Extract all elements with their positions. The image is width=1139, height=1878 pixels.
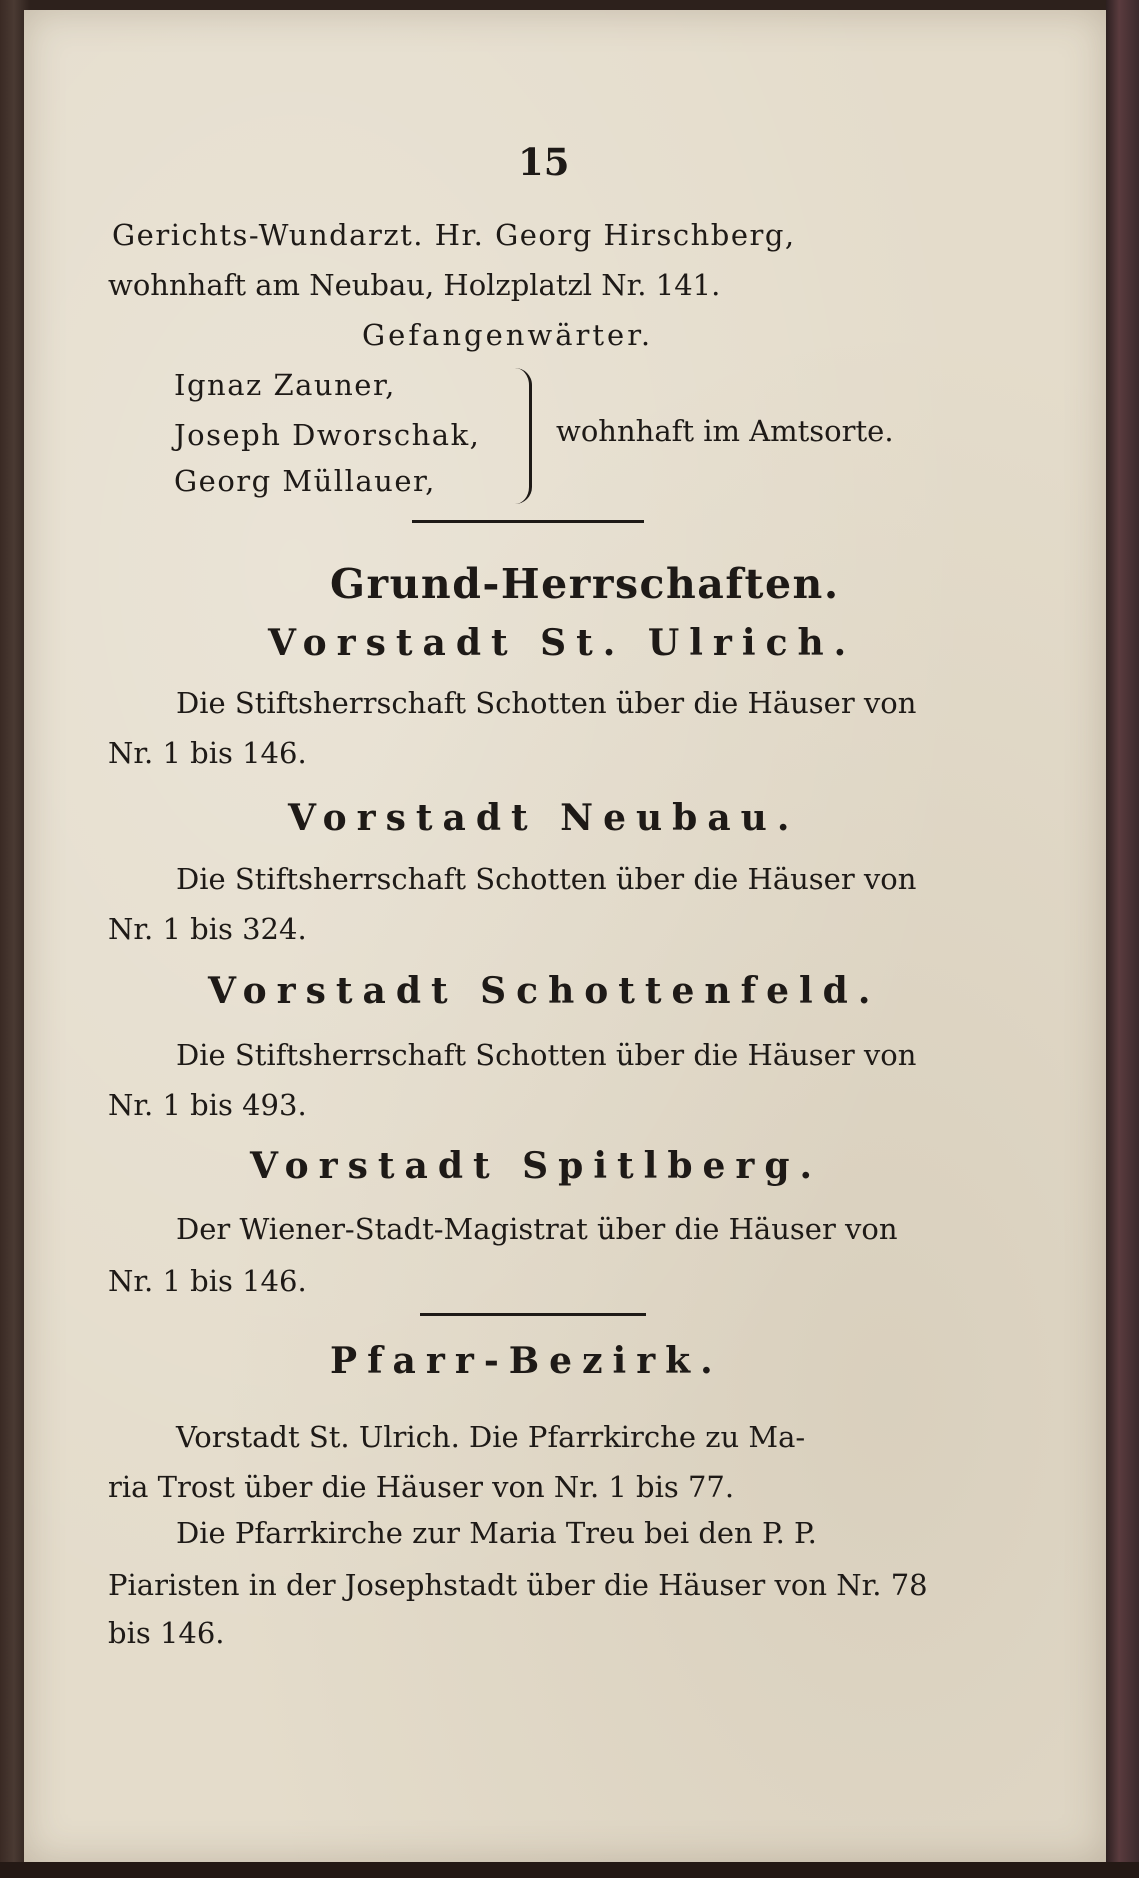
pfarr-bezirk-title: Pfarr-Bezirk. — [330, 1340, 723, 1382]
parish-text: Die Pfarrkirche zur Maria Treu bei den P. P. — [176, 1516, 817, 1550]
section-text: Der Wiener-Stadt-Magistrat über die Häuser von — [176, 1212, 898, 1246]
section-text: Nr. 1 bis 146. — [108, 1264, 307, 1298]
section-heading-schottenfeld: Vorstadt Schottenfeld. — [208, 970, 881, 1012]
parish-text: bis 146. — [108, 1616, 225, 1650]
book-cover-edge — [1106, 0, 1139, 1878]
surgeon-line: Gerichts-Wundarzt. Hr. Georg Hirschberg, — [112, 218, 796, 252]
section-text: Die Stiftsherrschaft Schotten über die Häuser von — [176, 1038, 917, 1072]
guard-name: Ignaz Zauner, — [174, 368, 396, 402]
section-divider — [420, 1313, 646, 1316]
section-text: Nr. 1 bis 493. — [108, 1088, 307, 1122]
section-text: Die Stiftsherrschaft Schotten über die Häuser von — [176, 862, 917, 896]
guards-residence: wohnhaft im Amtsorte. — [556, 414, 894, 448]
section-text: Die Stiftsherrschaft Schotten über die Häuser von — [176, 686, 917, 720]
section-heading-neubau: Vorstadt Neubau. — [288, 797, 800, 839]
surgeon-address-line: wohnhaft am Neubau, Holzplatzl Nr. 141. — [108, 268, 721, 302]
scan-bottom-edge — [0, 1862, 1139, 1878]
page-number: 15 — [518, 140, 570, 184]
parish-text: Vorstadt St. Ulrich. Die Pfarrkirche zu Ma- — [176, 1420, 806, 1454]
curly-brace — [515, 368, 532, 504]
section-text: Nr. 1 bis 146. — [108, 736, 307, 770]
section-heading-spitlberg: Vorstadt Spitlberg. — [250, 1145, 823, 1187]
section-text: Nr. 1 bis 324. — [108, 912, 307, 946]
guards-heading: Gefangenwärter. — [362, 318, 654, 352]
guard-name: Georg Müllauer, — [174, 464, 436, 498]
parish-text: ria Trost über die Häuser von Nr. 1 bis 77. — [108, 1470, 735, 1504]
guard-name: Joseph Dworschak, — [174, 418, 481, 452]
parish-text: Piaristen in der Josephstadt über die Häuser von Nr. 78 — [108, 1568, 928, 1602]
grund-herrschaften-title: Grund-Herrschaften. — [330, 560, 840, 608]
section-divider — [412, 520, 644, 523]
section-heading-st-ulrich: Vorstadt St. Ulrich. — [268, 622, 857, 664]
